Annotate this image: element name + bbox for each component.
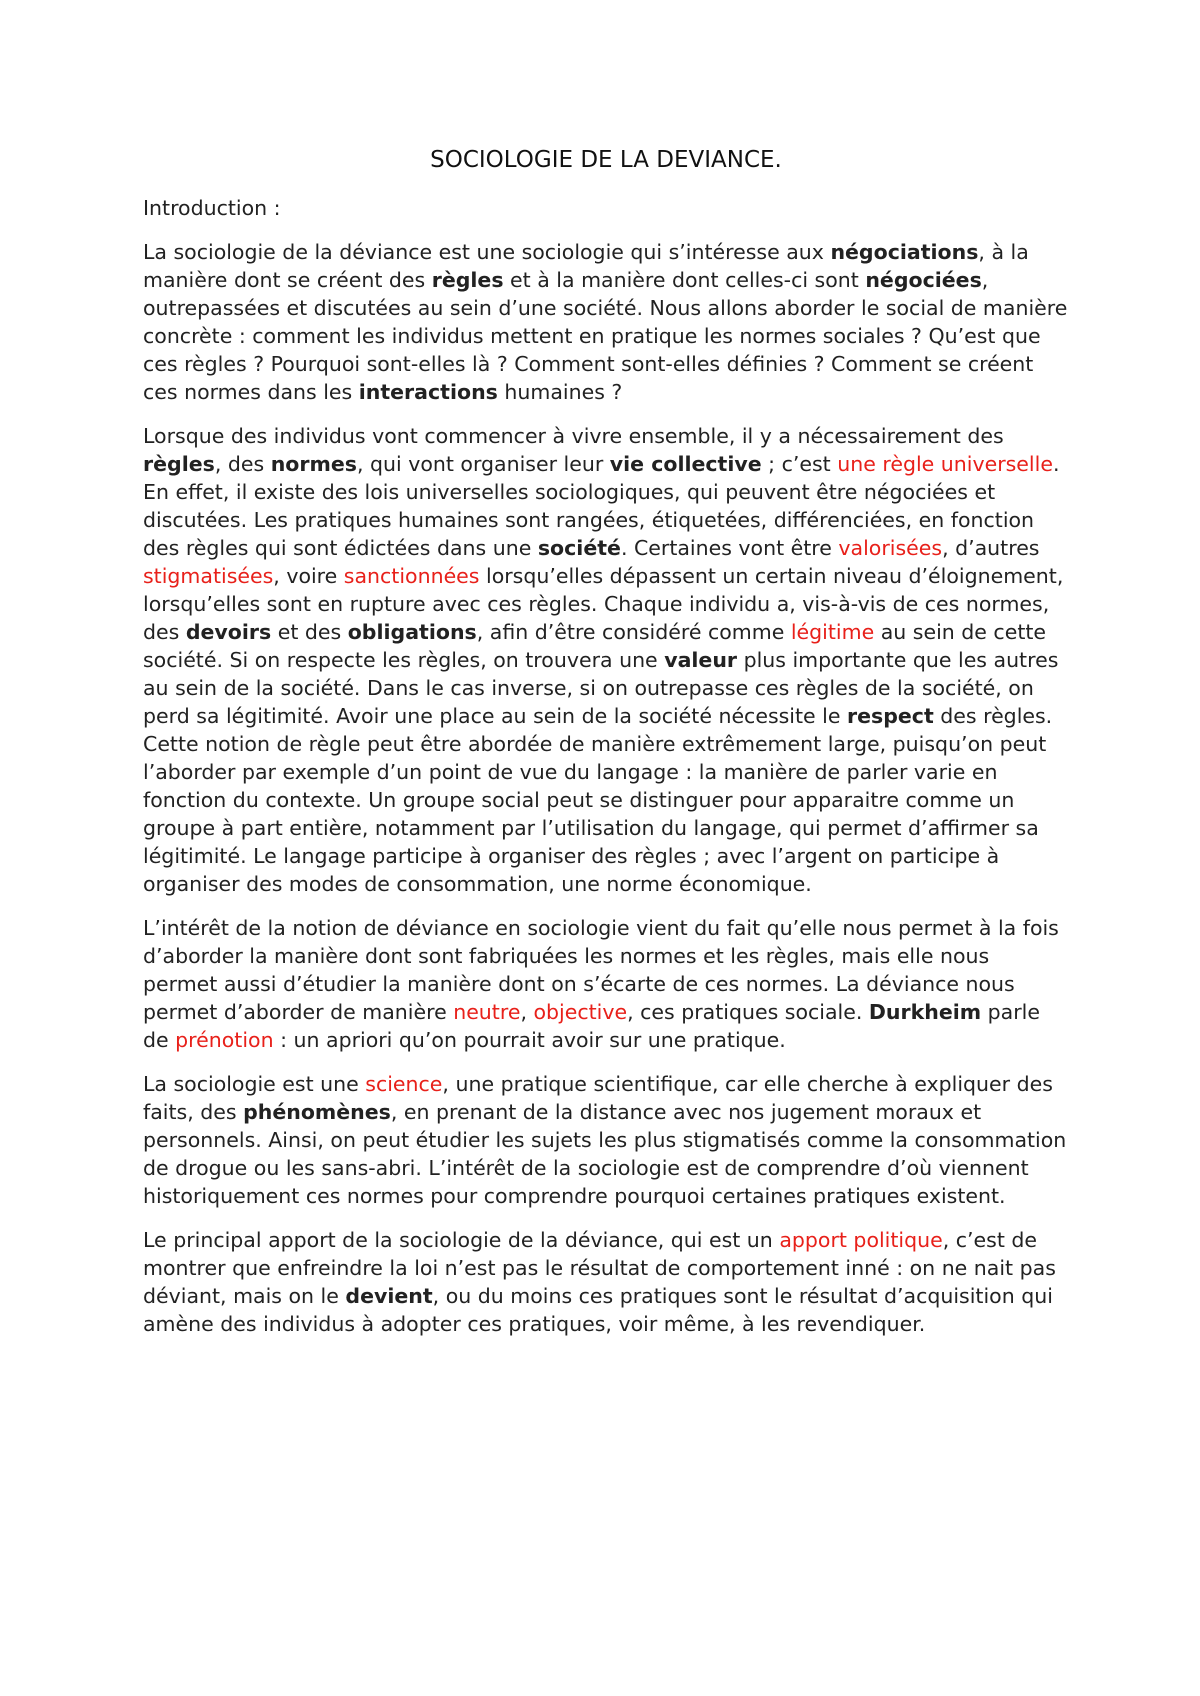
text-run: humaines ? xyxy=(497,380,623,404)
highlighted-term: apport politique xyxy=(779,1228,943,1252)
text-run: , voire xyxy=(273,564,344,588)
highlighted-term: prénotion xyxy=(175,1028,274,1052)
paragraph-list xyxy=(143,238,1069,1338)
paragraph xyxy=(143,1070,1069,1210)
text-run: . Certaines vont être xyxy=(620,536,839,560)
text-run: . En effet, il existe des lois universelles sociologiques, qui peuvent être négociées et discutées. Les pratiques humaines sont rangées, étiquetées, différenciées, en fonction des règles qui sont édictées dans une xyxy=(143,452,1060,560)
text-run: , en prenant de la distance avec nos jugement moraux et personnels. Ainsi, on peut étudier les sujets les plus stigmatisés comme la consommation de drogue ou les sans-abri. L’intérêt de la sociologie est de comprendre d’où viennent historiquement ces normes pour comprendre pourquoi certaines pratiques existent. xyxy=(143,1100,1067,1208)
section-heading-introduction: Introduction : xyxy=(143,196,281,220)
text-run: , xyxy=(520,1000,534,1024)
bold-term: vie collective xyxy=(609,452,762,476)
bold-term: phénomènes xyxy=(243,1100,391,1124)
text-run: lorsqu’elles dépassent un certain niveau d’éloignement, lorsqu’elles sont en rupture avec ces règles. Chaque individu a, vis-à-vis de ces normes, des xyxy=(143,564,1064,644)
text-run: , ces pratiques sociale. xyxy=(627,1000,869,1024)
text-run: des règles. Cette notion de règle peut être abordée de manière extrêmement large, puisqu’on peut l’aborder par exemple d’un point de vue du langage : la manière de parler varie en fonction du contexte. Un groupe social peut se distinguer pour apparaitre comme un groupe à part entière, notamment par l’utilisation du langage, qui permet d’affirmer sa légitimité. Le langage participe à organiser des règles ; avec l’argent on participe à organiser des modes de consommation, une norme économique. xyxy=(143,704,1053,896)
text-run: Lorsque des individus vont commencer à vivre ensemble, il y a nécessairement des xyxy=(143,424,1004,448)
bold-term: règles xyxy=(143,452,215,476)
highlighted-term: neutre xyxy=(453,1000,521,1024)
highlighted-term: stigmatisées xyxy=(143,564,274,588)
highlighted-term: une règle universelle xyxy=(837,452,1053,476)
bold-term: devoirs xyxy=(185,620,272,644)
paragraph xyxy=(143,914,1069,1054)
text-run: , ou du moins ces pratiques sont le résultat d’acquisition qui amène des individus à adopter ces pratiques, voir même, à les revendiquer. xyxy=(143,1284,1053,1336)
text-run: , qui vont organiser leur xyxy=(356,452,610,476)
highlighted-term: valorisées xyxy=(838,536,943,560)
text-run: Le principal apport de la sociologie de la déviance, qui est un xyxy=(143,1228,780,1252)
bold-term: négociations xyxy=(830,240,979,264)
text-run: et à la manière dont celles-ci sont xyxy=(503,268,866,292)
bold-term: règles xyxy=(431,268,504,292)
document-body xyxy=(143,145,1069,1354)
text-run: , outrepassées et discutées au sein d’une société. Nous allons aborder le social de manière concrète : comment les individus mettent en pratique les normes sociales ? Qu’est que ces règles ? Pourquoi sont-elles là ? Comment sont-elles définies ? Comment se créent ces normes dans les xyxy=(143,268,1068,404)
bold-term: normes xyxy=(270,452,357,476)
highlighted-term: légitime xyxy=(790,620,875,644)
text-run: , afin d’être considéré comme xyxy=(476,620,791,644)
paragraph xyxy=(143,422,1069,898)
bold-term: respect xyxy=(847,704,934,728)
bold-term: Durkheim xyxy=(868,1000,982,1024)
highlighted-term: science xyxy=(365,1072,443,1096)
bold-term: obligations xyxy=(347,620,477,644)
bold-term: interactions xyxy=(358,380,498,404)
text-run: La sociologie de la déviance est une sociologie qui s’intéresse aux xyxy=(143,240,831,264)
text-run: plus importante que les autres au sein de la société. Dans le cas inverse, si on outrepasse ces règles de la société, on perd sa légitimité. Avoir une place au sein de la société nécessite le xyxy=(143,648,1059,728)
text-run: , d’autres xyxy=(942,536,1040,560)
bold-term: société xyxy=(537,536,621,560)
highlighted-term: sanctionnées xyxy=(343,564,480,588)
text-run: parle de xyxy=(143,1000,1040,1052)
bold-term: négociées xyxy=(865,268,982,292)
text-run: L’intérêt de la notion de déviance en sociologie vient du fait qu’elle nous permet à la fois d’aborder la manière dont sont fabriquées les normes et les règles, mais elle nous permet aussi d’étudier la manière dont on s’écarte de ces normes. La déviance nous permet d’aborder de manière xyxy=(143,916,1059,1024)
text-run: au sein de cette société. Si on respecte les règles, on trouvera une xyxy=(143,620,1047,672)
text-run: La sociologie est une xyxy=(143,1072,366,1096)
text-run: , une pratique scientifique, car elle cherche à expliquer des faits, des xyxy=(143,1072,1053,1124)
text-run: : un apriori qu’on pourrait avoir sur une pratique. xyxy=(273,1028,786,1052)
text-run: , c’est de montrer que enfreindre la loi n’est pas le résultat de comportement inné : on ne nait pas déviant, mais on le xyxy=(143,1228,1056,1308)
bold-term: devient xyxy=(345,1284,433,1308)
paragraph xyxy=(143,238,1069,406)
paragraph xyxy=(143,1226,1069,1338)
text-run: ; c’est xyxy=(761,452,838,476)
text-run: et des xyxy=(271,620,348,644)
bold-term: valeur xyxy=(664,648,738,672)
highlighted-term: objective xyxy=(533,1000,628,1024)
text-run: , des xyxy=(214,452,271,476)
document-title: SOCIOLOGIE DE LA DEVIANCE. xyxy=(430,147,782,173)
text-run: , à la manière dont se créent des xyxy=(143,240,1029,292)
